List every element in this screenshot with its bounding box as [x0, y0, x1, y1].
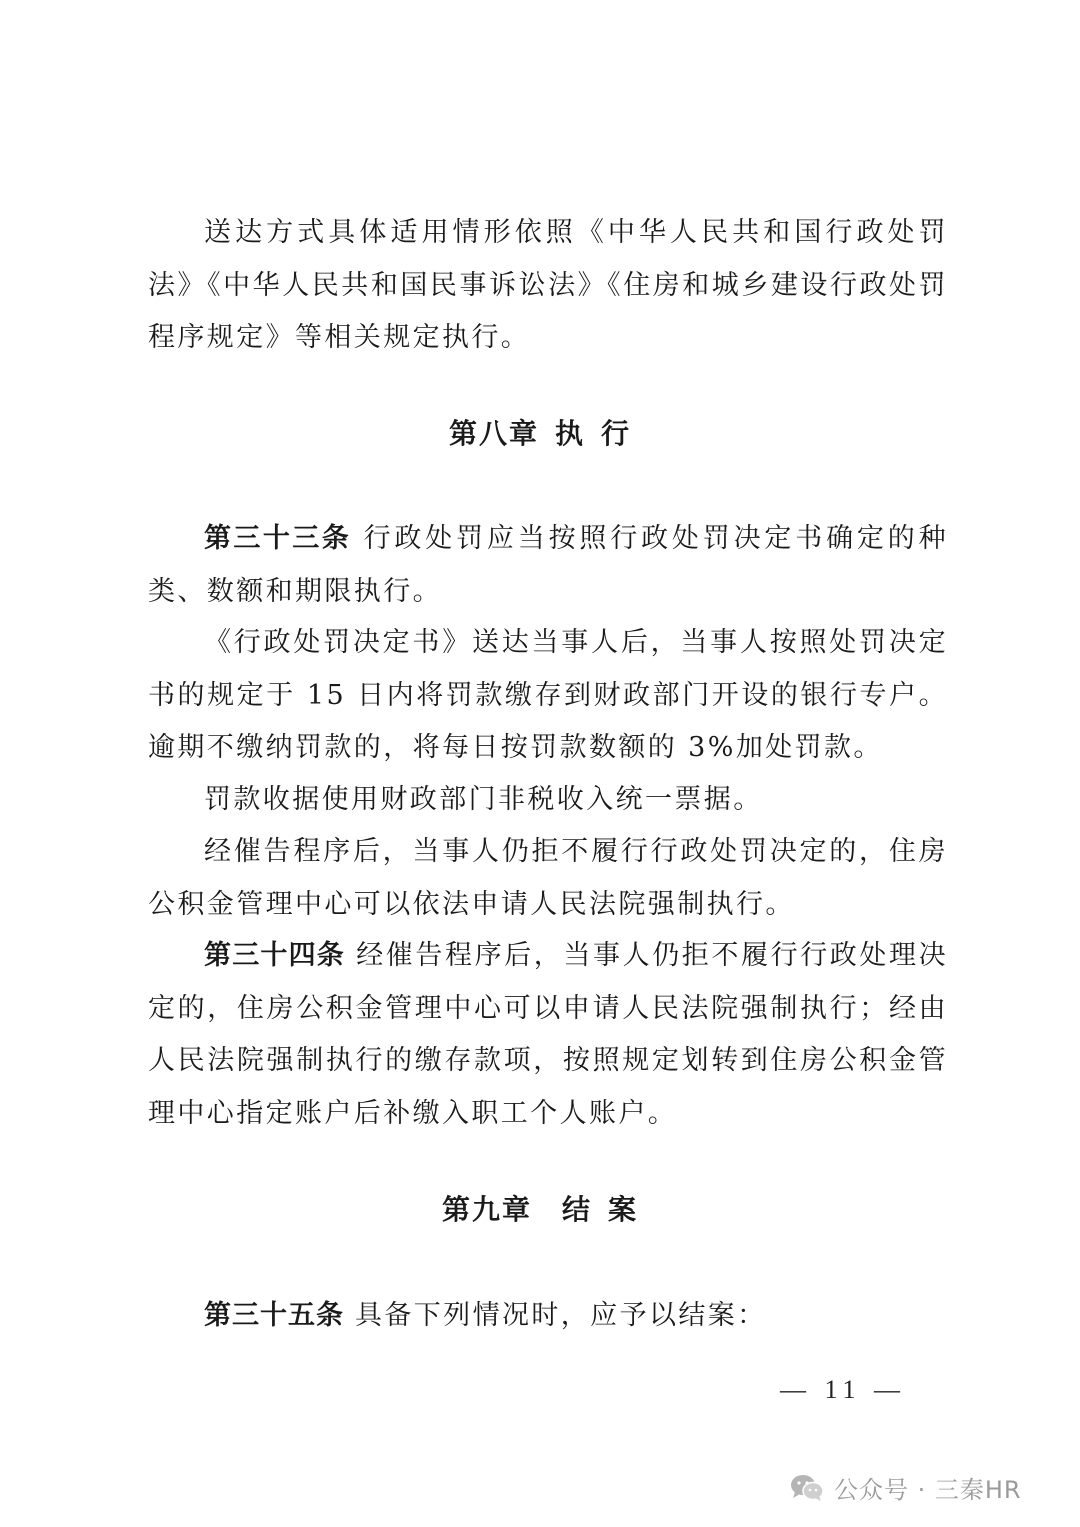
article-34-label: 第三十四条	[204, 940, 346, 971]
article-34-text: 经催告程序后，当事人仍拒不履行行政处理决定的，住房公积金管理中心可以申请人民法院强制执行；经由人民法院强制执行的缴存款项，按照规定划转到住房公积金管理中心指定账户后补缴入职工个人账户。	[148, 940, 949, 1129]
chapter-9-title-char2: 案	[608, 1193, 639, 1226]
chapter-9-title-char1: 结	[561, 1193, 592, 1226]
article-33-label: 第三十三条	[204, 523, 352, 554]
article-33-p2: 《行政处罚决定书》送达当事人后，当事人按照处罚决定书的规定于 15 日内将罚款缴存到财政部门开设的银行专户。逾期不缴纳罚款的，将每日按罚款数额的 3%加处罚款。	[148, 627, 948, 763]
article-35-paragraph	[148, 1290, 948, 1343]
article-35-text: 具备下列情况时，应予以结案：	[354, 1300, 767, 1331]
chapter-8-number: 第八章	[448, 417, 539, 450]
intro-paragraph: 送达方式具体适用情形依照《中华人民共和国行政处罚法》《中华人民共和国民事诉讼法》《住房和城乡建设行政处罚程序规定》等相关规定执行。	[148, 217, 948, 353]
chapter-8-title-char2: 行	[601, 417, 632, 450]
chapter-9-number: 第九章	[441, 1193, 532, 1226]
page-number: — 11 —	[780, 1375, 907, 1404]
watermark	[790, 1470, 1022, 1505]
wechat-icon	[790, 1474, 824, 1502]
article-35-label: 第三十五条	[204, 1300, 344, 1331]
chapter-8-heading	[0, 412, 1080, 452]
chapter-8-title-char1: 执	[554, 417, 585, 450]
article-33-p3: 罚款收据使用财政部门非税收入统一票据。	[204, 784, 763, 815]
article-33-text: 行政处罚应当按照行政处罚决定书确定的种类、数额和期限执行。	[148, 523, 948, 607]
watermark-text: 公众号 · 三秦HR	[834, 1476, 1022, 1504]
article-33-p4: 经催告程序后，当事人仍拒不履行行政处罚决定的，住房公积金管理中心可以依法申请人民法院强制执行。	[148, 836, 948, 920]
chapter-9-heading	[0, 1188, 1080, 1228]
article-34-paragraph	[148, 930, 948, 1140]
article-33-paragraph	[148, 513, 948, 618]
